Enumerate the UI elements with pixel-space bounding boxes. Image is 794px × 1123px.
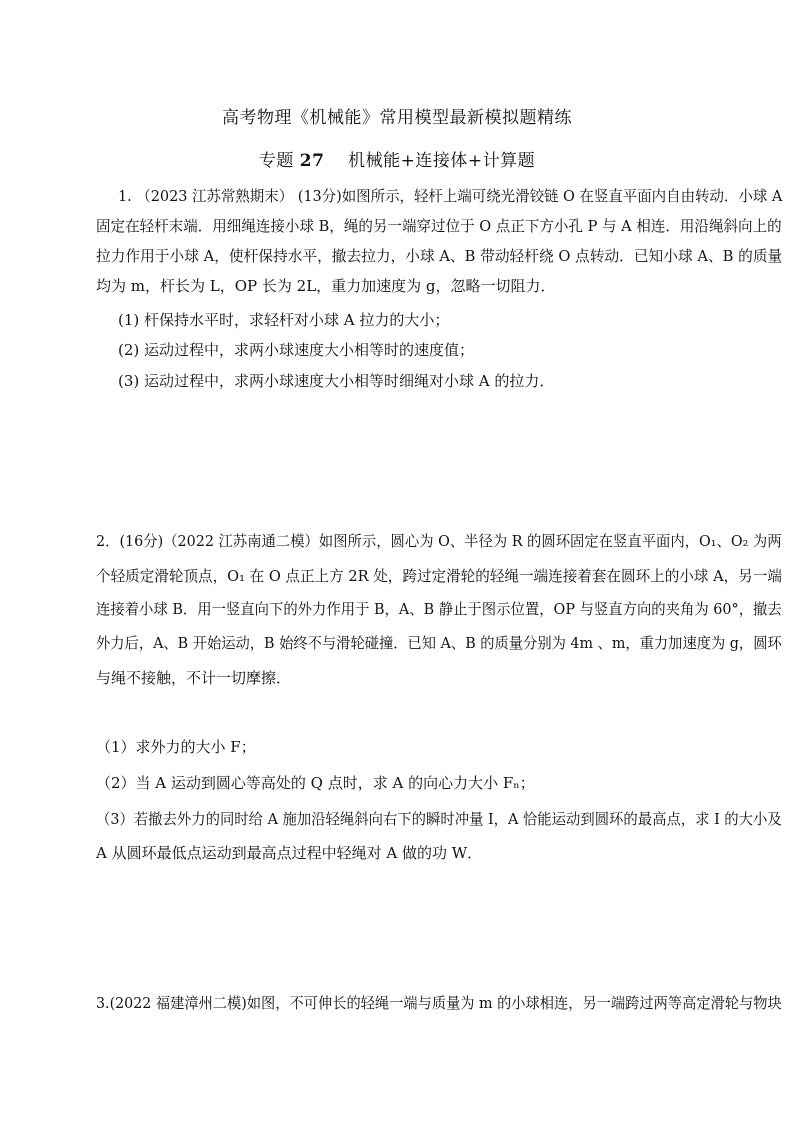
subtitle-prefix: 专题 [258,151,300,171]
q2-line-2: 个轻质定滑轮顶点，O₁ 在 O 点正上方 2R 处，跨过定滑轮的轻绳一端连接着套在圆环上的小球 A，另一端 [96,567,782,585]
q2-line-1: 2．(16分)（2022 江苏南通二模）如图所示，圆心为 O、半径为 R 的圆环固定在竖直平面内，O₁、O₂ 为两 [96,532,782,550]
q1-line-3: 拉力作用于小球 A，使杆保持水平，撤去拉力，小球 A、B 带动轻杆绕 O 点转动．已知小球 A、B 的质量 [96,247,783,265]
q1-subquestion-2: (2) 运动过程中，求两小球速度大小相等时的速度值； [118,341,475,359]
q2-subquestion-3b: A 从圆环最低点运动到最高点过程中轻绳对 A 做的功 W． [96,844,483,862]
q1-line-4: 均为 m，杆长为 L，OP 长为 2L，重力加速度为 g，忽略一切阻力． [96,277,556,295]
q2-subquestion-1: （1）求外力的大小 F； [96,738,256,756]
document-title: 高考物理《机械能》常用模型最新模拟题精练 [222,108,572,128]
q1-subquestion-3: (3) 运动过程中，求两小球速度大小相等时细绳对小球 A 的拉力． [118,372,555,390]
q2-line-4: 外力后，A、B 开始运动，B 始终不与滑轮碰撞．已知 A、B 的质量分别为 4m 、m，重力加速度为 g，圆环 [96,634,782,652]
document-subtitle [0,146,794,171]
subtitle-topic: 机械能+连接体+计算题 [348,151,536,171]
q2-subquestion-2: （2）当 A 运动到圆心等高处的 Q 点时，求 A 的向心力大小 Fₙ； [96,774,535,792]
q1-line-2: 固定在轻杆末端．用细绳连接小球 B，绳的另一端穿过位于 O 点正下方小孔 P 与 A 相连．用沿绳斜向上的 [96,217,782,235]
subtitle-number: 27 [299,151,325,171]
q3-line-1: 3.(2022 福建漳州二模)如图，不可伸长的轻绳一端与质量为 m 的小球相连，另一端跨过两等高定滑轮与物块 [96,994,782,1012]
q2-line-5: 与绳不接触，不计一切摩擦． [96,669,292,687]
q2-subquestion-3a: （3）若撤去外力的同时给 A 施加沿轻绳斜向右下的瞬时冲量 I，A 恰能运动到圆环的最高点，求 I 的大小及 [96,810,782,828]
q1-line-1: 1. （2023 江苏常熟期末） (13分)如图所示，轻杆上端可绕光滑铰链 O 在竖直平面内自由转动．小球 A [118,187,783,205]
q2-line-3: 连接着小球 B．用一竖直向下的外力作用于 B，A、B 静止于图示位置，OP 与竖直方向的夹角为 60°，撤去 [96,600,782,618]
q1-subquestion-1: (1) 杆保持水平时，求轻杆对小球 A 拉力的大小； [118,311,450,329]
